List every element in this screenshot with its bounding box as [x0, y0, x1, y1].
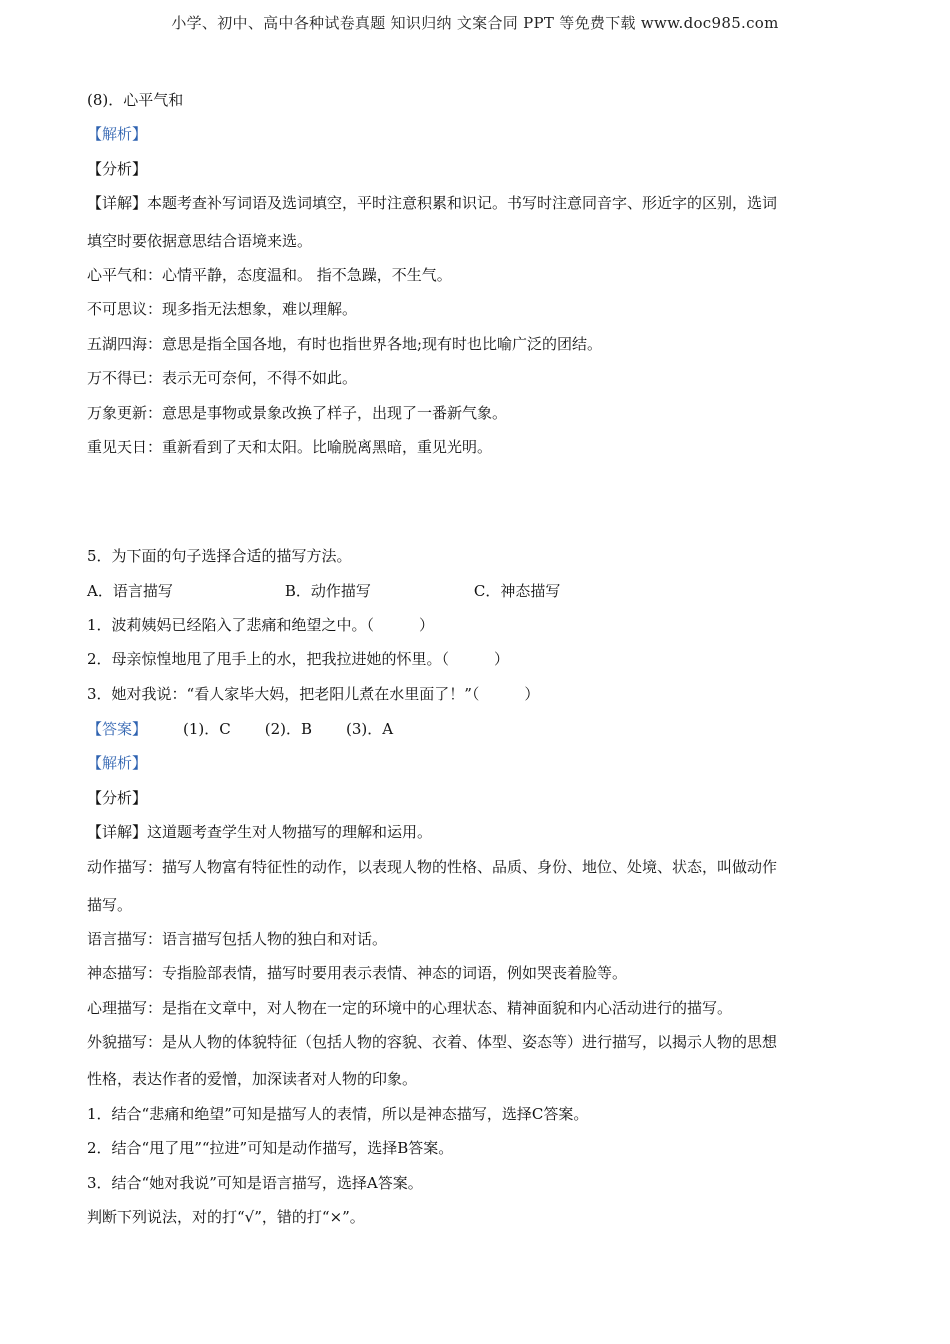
- explanation-line: 外貌描写：是从人物的体貌特征（包括人物的容貌、衣着、体型、姿态等）进行描写，以揭示人物的思想: [87, 1033, 778, 1051]
- definition: 万象更新：意思是事物或景象改换了样子，出现了一番新气象。: [87, 404, 508, 422]
- jiexi-tag: 【解析】: [87, 754, 148, 772]
- fenxi-tag: 【分析】: [87, 160, 148, 178]
- solution-line: 1．结合“悲痛和绝望”可知是描写人的表情，所以是神态描写，选择C答案。: [87, 1105, 589, 1123]
- page-header: 小学、初中、高中各种试卷真题 知识归纳 文案合同 PPT 等免费下载 www.doc985.com: [171, 14, 779, 32]
- explanation-line: 语言描写：语言描写包括人物的独白和对话。: [87, 930, 388, 948]
- explanation-line: 神态描写：专指脸部表情，描写时要用表示表情、神态的词语，例如哭丧着脸等。: [87, 964, 628, 982]
- next-question: 判断下列说法，对的打“√”，错的打“×”。: [87, 1208, 365, 1226]
- question-item: 3．她对我说：“看人家毕大妈，把老阳儿煮在水里面了！”（ ）: [87, 685, 540, 703]
- question-item: 2．母亲惊惶地甩了甩手上的水，把我拉进她的怀里。（ ）: [87, 650, 510, 668]
- solution-line: 2．结合“甩了甩”“拉进”可知是动作描写，选择B答案。: [87, 1139, 454, 1157]
- answer-row: [87, 719, 393, 739]
- option-b: B．动作描写: [284, 582, 371, 600]
- detail-text-a: 本题考查补写词语及选词填空，平时注意积累和识记。书写时注意同音字、形近字的区别，选词: [147, 194, 778, 212]
- explanation-line: 心理描写：是指在文章中，对人物在一定的环境中的心理状态、精神面貌和内心活动进行的描写。: [87, 999, 733, 1017]
- definition: 五湖四海：意思是指全国各地，有时也指世界各地;现有时也比喻广泛的团结。: [87, 335, 603, 353]
- answer-1: (1)．C: [183, 720, 231, 738]
- explanation-line: 性格，表达作者的爱憎，加深读者对人物的印象。: [87, 1070, 418, 1088]
- jiexi-tag: 【解析】: [87, 125, 148, 143]
- detail-line-2: 填空时要依据意思结合语境来选。: [87, 232, 313, 250]
- detail-line-1: [87, 193, 777, 213]
- question-title: 5．为下面的句子选择合适的描写方法。: [87, 547, 352, 565]
- options-line: [87, 581, 560, 601]
- detail-line: [87, 822, 432, 842]
- detail-tag: 【详解】: [87, 194, 148, 212]
- solution-line: 3．结合“她对我说”可知是语言描写，选择A答案。: [87, 1174, 423, 1192]
- definition: 万不得已：表示无可奈何，不得不如此。: [87, 369, 358, 387]
- explanation-line: 动作描写：描写人物富有特征性的动作，以表现人物的性格、品质、身份、地位、处境、状态，叫做动作: [87, 858, 778, 876]
- fenxi-tag: 【分析】: [87, 789, 148, 807]
- answer-2: (2)．B: [264, 720, 313, 738]
- answer-tag: 【答案】: [87, 720, 148, 738]
- option-a: A．语言描写: [87, 582, 173, 600]
- definition: 不可思议：现多指无法想象，难以理解。: [87, 300, 358, 318]
- definition: 心平气和：心情平静，态度温和。 指不急躁，不生气。: [87, 266, 452, 284]
- detail-tag: 【详解】: [87, 823, 148, 841]
- question-item: 1．波莉姨妈已经陷入了悲痛和绝望之中。（ ）: [87, 616, 435, 634]
- answer-line: (8)．心平气和: [87, 91, 184, 109]
- detail-text: 这道题考查学生对人物描写的理解和运用。: [147, 823, 433, 841]
- explanation-line: 描写。: [87, 896, 133, 914]
- definition: 重见天日：重新看到了天和太阳。比喻脱离黑暗，重见光明。: [87, 438, 493, 456]
- answer-3: (3)．A: [346, 720, 394, 738]
- option-c: C．神态描写: [473, 582, 561, 600]
